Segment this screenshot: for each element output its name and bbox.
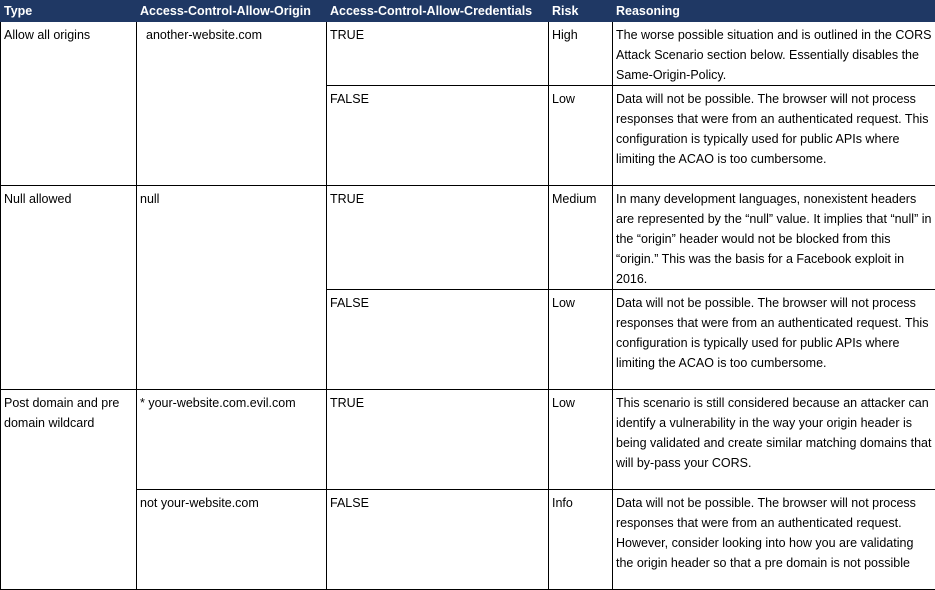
origin-cell: null	[137, 186, 327, 390]
table-row	[1, 186, 935, 290]
origin-cell: another-website.com	[137, 22, 327, 186]
type-cell: Allow all origins	[1, 22, 137, 186]
risk-cell: Medium	[549, 186, 613, 290]
risk-cell: Low	[549, 290, 613, 390]
origin-cell: not your-website.com	[137, 490, 327, 590]
reasoning-cell: Data will not be possible. The browser will not process responses that were from an authenticated request. However, consider looking into how you are validating the origin header so that a pre domain is not possible	[613, 490, 935, 590]
credentials-cell: FALSE	[327, 490, 549, 590]
reasoning-cell: Data will not be possible. The browser will not process responses that were from an authenticated request. This configuration is typically used for public APIs where limiting the ACAO is too cumbersome.	[613, 86, 935, 186]
credentials-cell: TRUE	[327, 186, 549, 290]
reasoning-cell: Data will not be possible. The browser will not process responses that were from an authenticated request. This configuration is typically used for public APIs where limiting the ACAO is too cumbersome.	[613, 290, 935, 390]
credentials-cell: TRUE	[327, 390, 549, 490]
origin-cell: * your-website.com.evil.com	[137, 390, 327, 490]
header-credentials: Access-Control-Allow-Credentials	[327, 1, 549, 22]
risk-cell: Low	[549, 390, 613, 490]
reasoning-cell: In many development languages, nonexistent headers are represented by the “null” value. It implies that “null” in the “origin” header would not be blocked from this “origin.” This was the basis for a Facebook exploit in 2016.	[613, 186, 935, 290]
reasoning-cell: This scenario is still considered because an attacker can identify a vulnerability in the way your origin header is being validated and create similar matching domains that will by-pass your CORS.	[613, 390, 935, 490]
reasoning-cell: The worse possible situation and is outlined in the CORS Attack Scenario section below. Essentially disables the Same-Origin-Policy.	[613, 22, 935, 86]
risk-cell: Low	[549, 86, 613, 186]
header-risk: Risk	[549, 1, 613, 22]
header-origin: Access-Control-Allow-Origin	[137, 1, 327, 22]
credentials-cell: FALSE	[327, 86, 549, 186]
credentials-cell: FALSE	[327, 290, 549, 390]
header-type: Type	[1, 1, 137, 22]
table-row	[1, 490, 935, 590]
table-header-row	[1, 1, 935, 22]
risk-cell: High	[549, 22, 613, 86]
type-cell: Null allowed	[1, 186, 137, 390]
table-row	[1, 22, 935, 86]
credentials-cell: TRUE	[327, 22, 549, 86]
table-row	[1, 390, 935, 490]
risk-cell: Info	[549, 490, 613, 590]
type-cell: Post domain and pre domain wildcard	[1, 390, 137, 590]
header-reasoning: Reasoning	[613, 1, 935, 22]
